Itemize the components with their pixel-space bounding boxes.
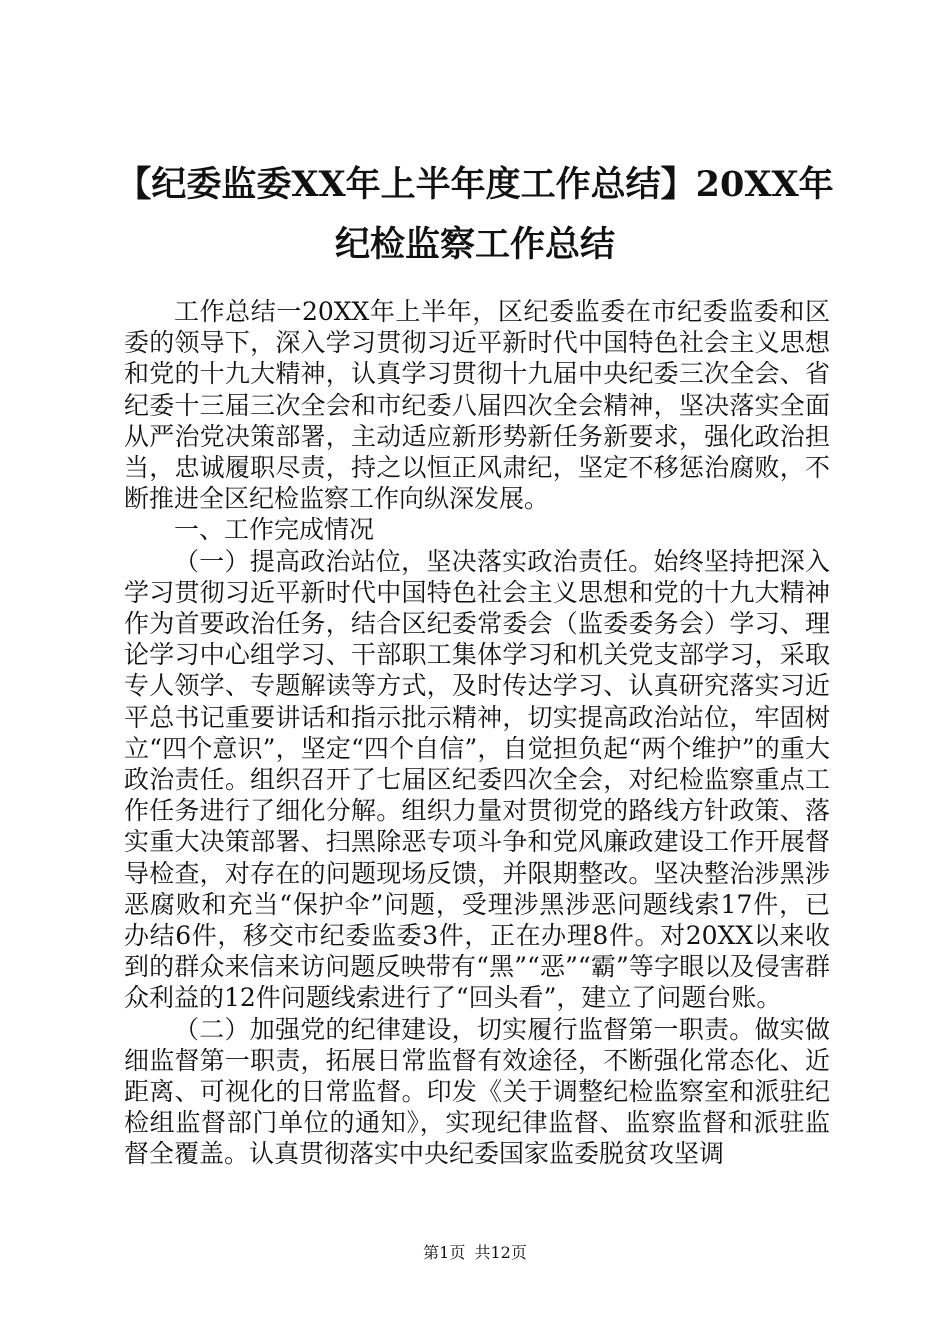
title-line-1: 【纪委监委XX年上半年度工作总结】20XX年 — [116, 164, 834, 205]
paragraph-section-1: （一）提高政治站位，坚决落实政治责任。始终坚持把深入学习贯彻习近平新时代中国特色社会主义思想和党的十九大精神作为首要政治任务，结合区纪委常委会（监委委务会）学习、理论学习中心组学习、干部职工集体学习和机关党支部学习，采取专人领学、专题解读等方式，及时传达学习、认真研究落实习近平总书记重要讲话和指示批示精神，切实提高政治站位，牢固树立“四个意识”，坚定“四个自信”，自觉担负起“两个维护”的重大政治责任。组织召开了七届区纪委四次全会，对纪检监察重点工作任务进行了细化分解。组织力量对贯彻党的路线方针政策、落实重大决策部署、扫黑除恶专项斗争和党风廉政建设工作开展督导检查，对存在的问题现场反馈，并限期整改。坚决整治涉黑涉恶腐败和充当“保护伞”问题，受理涉黑涉恶问题线索17件，已办结6件，移交市纪委监委3件，正在办理8件。对20XX以来收到的群众来信来访问题反映带有“黑”“恶”“霸”等字眼以及侵害群众利益的12件问题线索进行了“回头看”，建立了问题台账。 — [124, 546, 830, 1013]
document-body — [124, 296, 830, 1170]
section-heading: 一、工作完成情况 — [174, 515, 375, 545]
paragraph-section-2: （二）加强党的纪律建设，切实履行监督第一职责。做实做细监督第一职责，拓展日常监督有效途径，不断强化常态化、近距离、可视化的日常监督。印发《关于调整纪检监察室和派驻纪检组监督部门单位的通知》，实现纪律监督、监察监督和派驻监督全覆盖。认真贯彻落实中央纪委国家监委脱贫攻坚调 — [124, 1014, 830, 1169]
title-line-2: 纪检监察工作总结 — [334, 224, 615, 265]
document-title — [100, 155, 850, 275]
page-number: 第1页 — [423, 1243, 466, 1262]
paragraph-intro: 工作总结一20XX年上半年，区纪委监委在市纪委监委和区委的领导下，深入学习贯彻习近平新时代中国特色社会主义思想和党的十九大精神，认真学习贯彻十九届中央纪委三次全会、省纪委十三届三次全会和市纪委八届四次全会精神，坚决落实全面从严治党决策部署，主动适应新形势新任务新要求，强化政治担当，忠诚履职尽责，持之以恒正风肃纪，坚定不移惩治腐败，不断推进全区纪检监察工作向纵深发展。 — [124, 297, 830, 514]
page-total: 共12页 — [474, 1243, 527, 1262]
page-footer — [0, 1243, 950, 1263]
